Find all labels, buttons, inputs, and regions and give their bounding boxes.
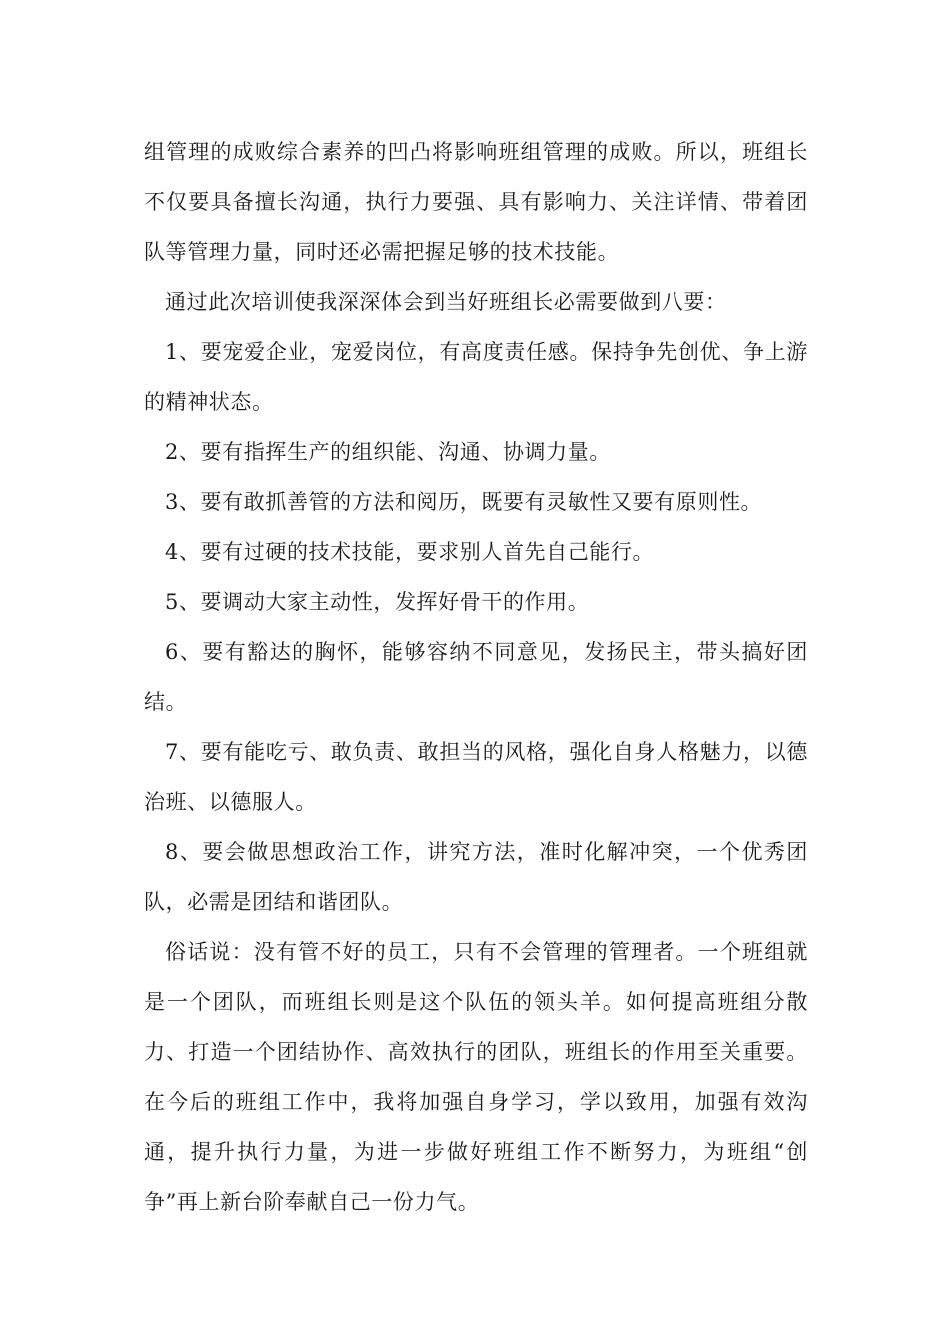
list-item-8: 8、要会做思想政治工作，讲究方法，准时化解冲突，一个优秀团队，必需是团结和谐团队。 xyxy=(144,840,808,914)
document-body xyxy=(144,127,808,1227)
list-item-2: 2、要有指挥生产的组织能、沟通、协调力量。 xyxy=(165,440,611,464)
list-item-6: 6、要有豁达的胸怀，能够容纳不同意见，发扬民主，带头搞好团结。 xyxy=(144,640,808,714)
paragraph-continuation: 组管理的成败综合素养的凹凸将影响班组管理的成败。所以，班组长不仅要具备擅长沟通，执行力要强、具有影响力、关注详情、带着团队等管理力量，同时还必需把握足够的技术技能。 xyxy=(144,140,808,264)
paragraph-intro: 通过此次培训使我深深体会到当好班组长必需要做到八要： xyxy=(165,290,727,314)
list-item-4: 4、要有过硬的技术技能，要求别人首先自己能行。 xyxy=(165,540,655,564)
list-item-3: 3、要有敢抓善管的方法和阅历，既要有灵敏性又要有原则性。 xyxy=(165,490,763,514)
list-item-7: 7、要有能吃亏、敢负责、敢担当的风格，强化自身人格魅力，以德治班、以德服人。 xyxy=(144,740,808,814)
list-item-1: 1、要宠爱企业，宠爱岗位，有高度责任感。保持争先创优、争上游的精神状态。 xyxy=(144,340,808,414)
paragraph-conclusion: 俗话说：没有管不好的员工，只有不会管理的管理者。一个班组就是一个团队，而班组长则是这个队伍的领头羊。如何提高班组分散力、打造一个团结协作、高效执行的团队，班组长的作用至关重要。在今后的班组工作中，我将加强自身学习，学以致用，加强有效沟通，提升执行力量，为进一步做好班组工作不断努力，为班组“创争”再上新台阶奉献自己一份力气。 xyxy=(144,940,808,1214)
list-item-5: 5、要调动大家主动性，发挥好骨干的作用。 xyxy=(165,590,590,614)
